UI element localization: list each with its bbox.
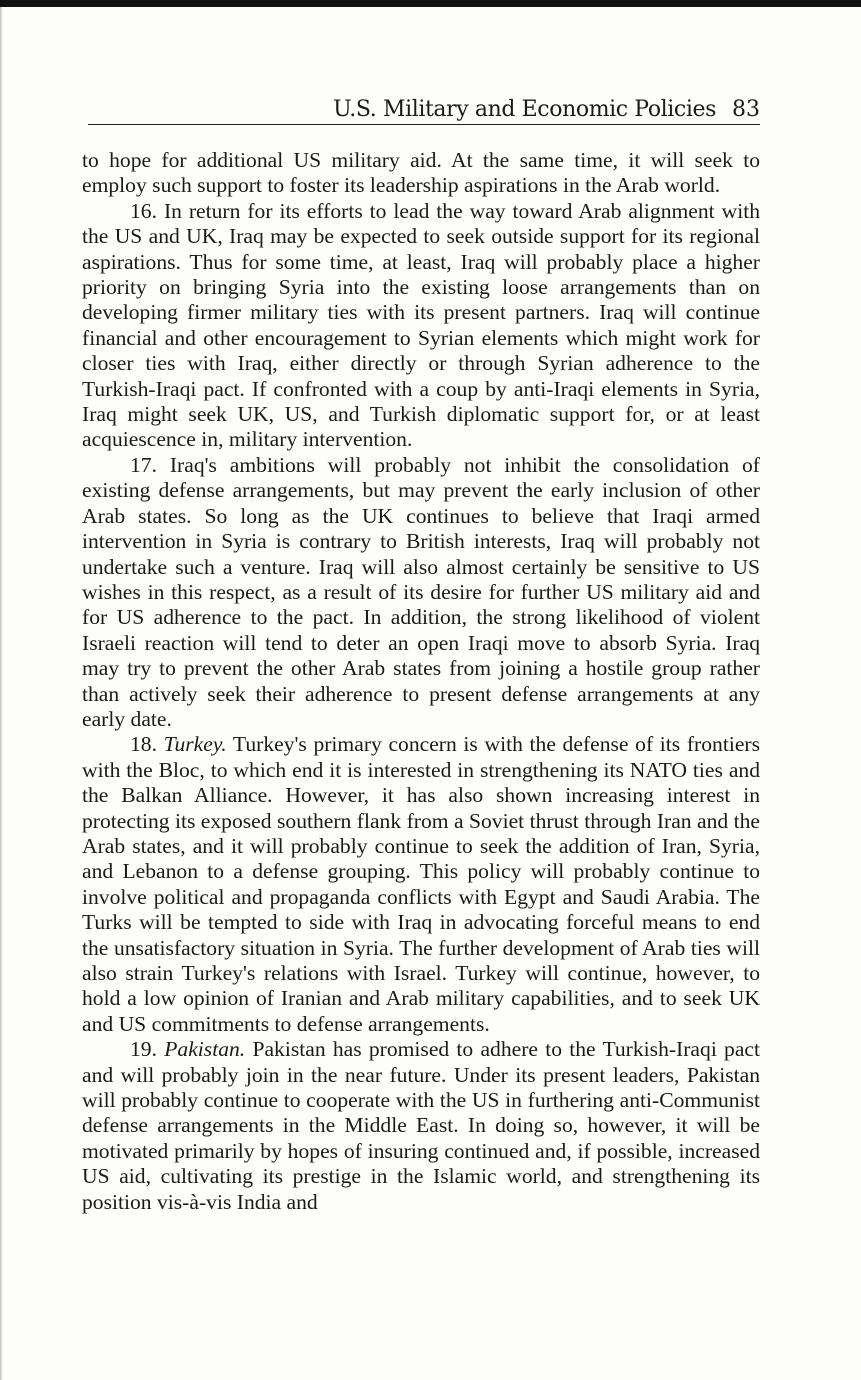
paragraph-19 bbox=[82, 1037, 760, 1215]
paragraph-16 bbox=[82, 199, 760, 453]
paragraph-continued bbox=[82, 148, 760, 199]
paragraph-text: to hope for additional US military aid. At the same time, it will seek to employ such support to foster its leadership aspirations in the Arab world. bbox=[82, 148, 760, 198]
paragraph-text: Pakistan has promised to adhere to the Turkish-Iraqi pact and will probably join in the near future. Under its present leaders, Pakistan will probably continue to cooperate with the US in furthering anti-Communist defense arrangements in the Middle East. In doing so, however, it will be motivated primarily by hopes of insuring continued and, if possible, increased US aid, cultivating its prestige in the Islamic world, and strengthening its position vis-à-vis India and bbox=[82, 1037, 761, 1214]
body-text bbox=[82, 148, 760, 1215]
paragraph-number: 16. bbox=[130, 198, 157, 223]
running-header-title: U.S. Military and Economic Policies bbox=[333, 97, 716, 122]
paragraph-text: In return for its efforts to lead the way toward Arab alignment with the US and UK, Iraq may be expected to seek outside support for its regional aspirations. Thus for some time, at least, Iraq will probably place a higher priority on bringing Syria into the existing loose arrangements than on developing firmer military ties with its present partners. Iraq will continue financial and other encouragement to Syrian elements which might work for closer ties with Iraq, either directly or through Syrian adherence to the Turkish-Iraqi pact. If confronted with a coup by anti-Iraqi elements in Syria, Iraq might seek UK, US, and Turkish diplomatic support for, or at least acquiescence in, military intervention. bbox=[82, 198, 760, 452]
running-header bbox=[88, 94, 760, 125]
paragraph-topic: Pakistan. bbox=[164, 1037, 246, 1062]
scan-left-edge bbox=[0, 7, 3, 1380]
paragraph-topic: Turkey. bbox=[163, 732, 227, 757]
paragraph-text: Turkey's primary concern is with the defense of its frontiers with the Bloc, to which end it is interested in strengthening its NATO ties and the Balkan Alliance. However, it has also shown increasing interest in protecting its exposed southern flank from a Soviet thrust through Iran and the Arab states, and it will probably continue to seek the addition of Iran, Syria, and Lebanon to a defense grouping. This policy will probably continue to involve political and propaganda conflicts with Egypt and Saudi Arabia. The Turks will be tempted to side with Iraq in advocating forceful means to end the unsatisfactory situation in Syria. The further development of Arab ties will also strain Turkey's relations with Israel. Turkey will continue, however, to hold a low opinion of Iranian and Arab military capabilities, and to seek UK and US commitments to defense arrangements. bbox=[82, 732, 760, 1036]
paragraph-text: Iraq's ambitions will probably not inhibit the consolidation of existing defense arrangements, but may prevent the early inclusion of other Arab states. So long as the UK continues to believe that Iraqi armed intervention in Syria is contrary to British interests, Iraq will probably not undertake such a venture. Iraq will also almost certainly be sensitive to US wishes in this respect, as a result of its desire for further US military aid and for US adherence to the pact. In addition, the strong likelihood of violent Israeli reaction will tend to deter an open Iraqi move to absorb Syria. Iraq may try to prevent the other Arab states from joining a hostile group rather than actively seek their adherence to present defense arrangements at any early date. bbox=[82, 452, 760, 731]
scan-top-edge bbox=[0, 0, 861, 7]
paragraph-number: 18. bbox=[130, 732, 157, 757]
paragraph-17 bbox=[82, 453, 760, 732]
page-number: 83 bbox=[732, 97, 760, 122]
paragraph-18 bbox=[82, 732, 760, 1037]
paragraph-number: 17. bbox=[130, 452, 157, 477]
paragraph-number: 19. bbox=[130, 1037, 157, 1062]
